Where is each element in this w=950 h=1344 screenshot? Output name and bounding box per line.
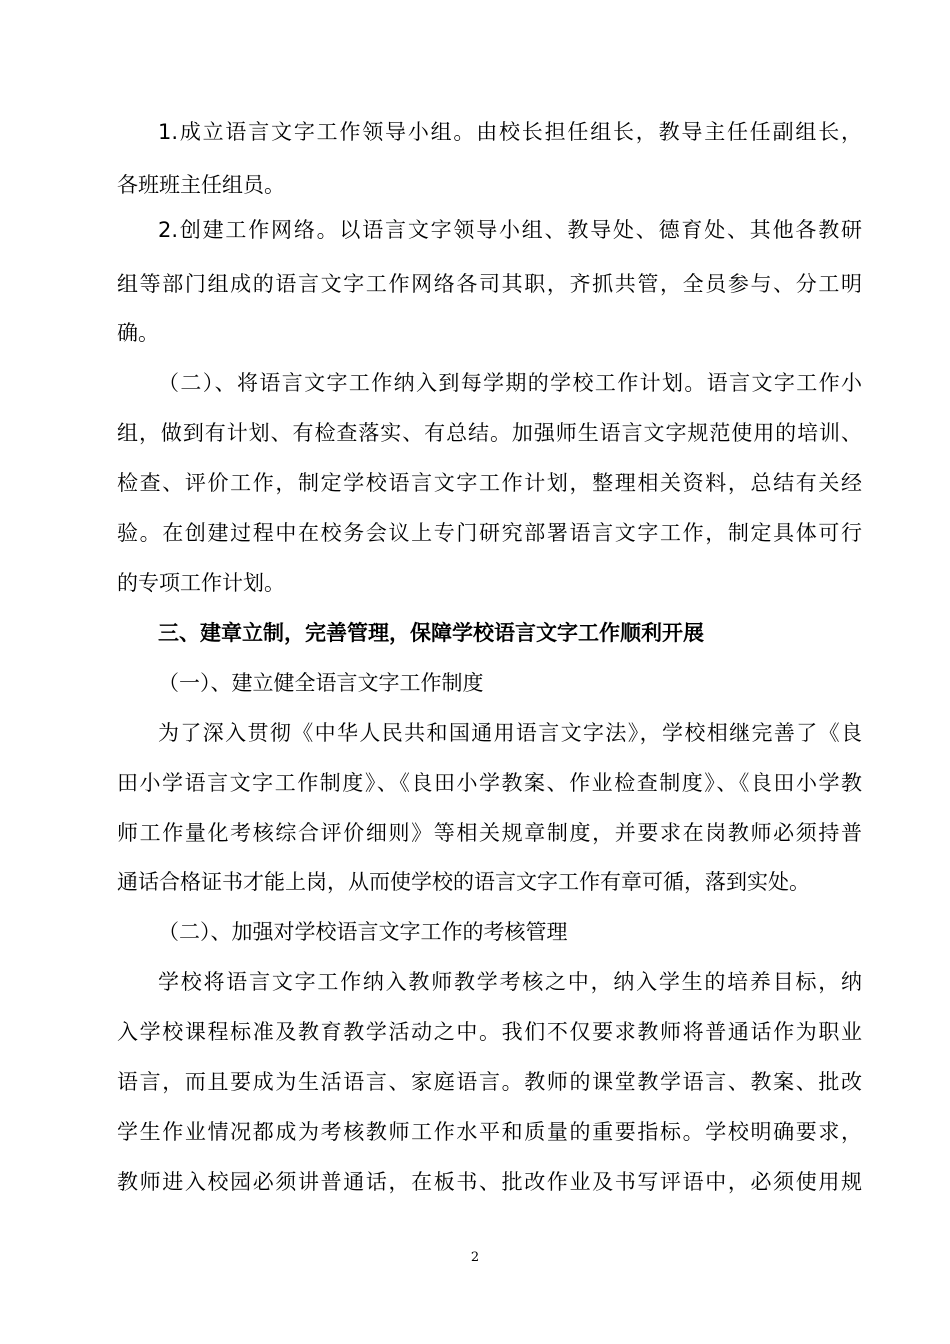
paragraph-4-line-4: 通话合格证书才能上岗，从而使学校的语言文字工作有章可循，落到实处。 [117,870,810,894]
paragraph-2-line-1: 2.创建工作网络。以语言文字领导小组、教导处、德育处、其他各教研 [158,218,862,242]
paragraph-5-line-2: 入学校课程标准及教育教学活动之中。我们不仅要求教师将普通话作为职业 [117,1020,862,1044]
paragraph-4-line-2: 田小学语言文字工作制度》、《良田小学教案、作业检查制度》、《良田小学教 [117,771,862,795]
paragraph-5-line-3: 语言，而且要成为生活语言、家庭语言。教师的课堂教学语言、教案、批改 [117,1070,862,1094]
paragraph-5-line-4: 学生作业情况都成为考核教师工作水平和质量的重要指标。学校明确要求， [117,1120,862,1144]
paragraph-3-line-3: 检查、评价工作，制定学校语言文字工作计划，整理相关资料，总结有关经 [117,471,862,495]
paragraph-4-line-3: 师工作量化考核综合评价细则》等相关规章制度，并要求在岗教师必须持普 [117,821,862,845]
paragraph-1-line-1: 1.成立语言文字工作领导小组。由校长担任组长，教导主任任副组长， [158,120,862,144]
paragraph-5-line-5: 教师进入校园必须讲普通话，在板书、批改作业及书写评语中，必须使用规 [117,1170,862,1194]
paragraph-3-line-1: （二）、将语言文字工作纳入到每学期的学校工作计划。语言文字工作小 [158,371,862,395]
paragraph-3-line-4: 验。在创建过程中在校务会议上专门研究部署语言文字工作，制定具体可行 [117,521,862,545]
paragraph-3-line-2: 组，做到有计划、有检查落实、有总结。加强师生语言文字规范使用的培训、 [117,421,862,445]
subsection-heading-1: （一）、建立健全语言文字工作制度 [158,671,484,695]
paragraph-2-line-2: 组等部门组成的语言文字工作网络各司其职，齐抓共管，全员参与、分工明 [117,272,862,296]
paragraph-4-line-1: 为了深入贯彻《中华人民共和国通用语言文字法》，学校相继完善了《良 [158,721,862,745]
section-heading: 三、建章立制，完善管理，保障学校语言文字工作顺利开展 [158,621,704,645]
subsection-heading-2: （二）、加强对学校语言文字工作的考核管理 [158,920,568,944]
paragraph-3-line-5: 的专项工作计划。 [117,571,285,595]
paragraph-2-line-3: 确。 [117,321,159,345]
page-number: 2 [470,1250,480,1265]
paragraph-5-line-1: 学校将语言文字工作纳入教师教学考核之中，纳入学生的培养目标，纳 [158,970,862,994]
paragraph-1-line-2: 各班班主任组员。 [117,173,285,197]
